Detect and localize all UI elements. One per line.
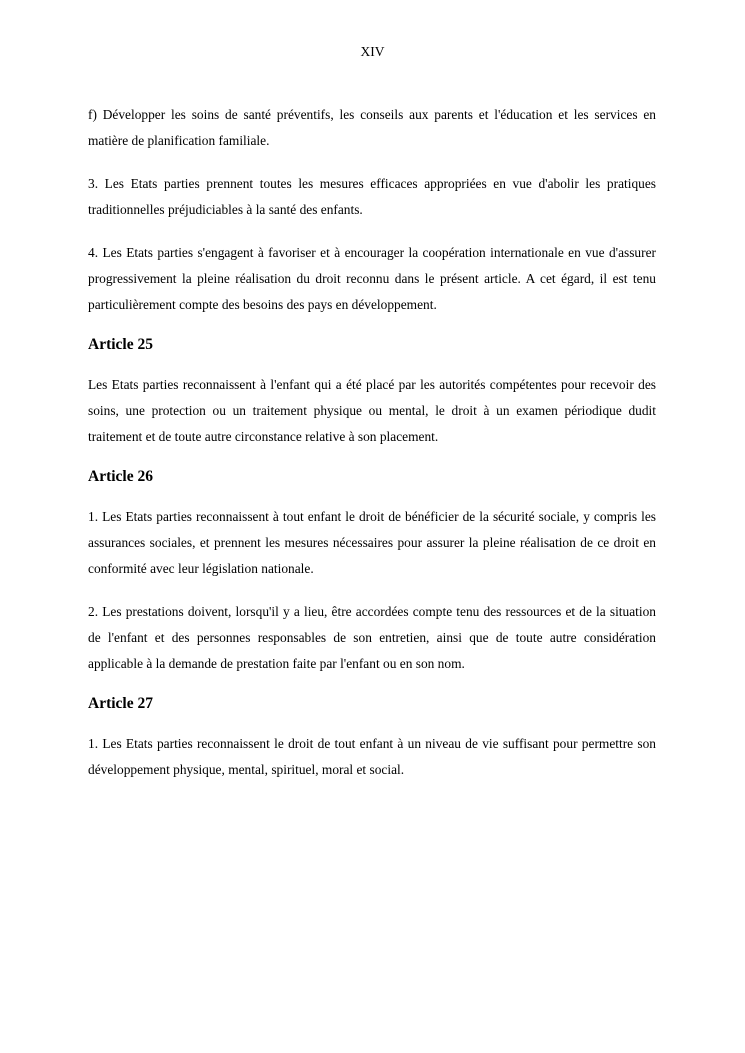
document-body: [88, 102, 656, 800]
article-26-heading: Article 26: [88, 468, 153, 485]
paragraph-26-1: 1. Les Etats parties reconnaissent à tout enfant le droit de bénéficier de la sécurité sociale, y compris les assurances sociales, et prennent les mesures nécessaires pour assurer la pleine réalisation de ce droit en conformité avec leur législation nationale.: [88, 509, 656, 576]
article-27-heading: Article 27: [88, 695, 153, 712]
paragraph-24-f: f) Développer les soins de santé préventifs, les conseils aux parents et l'éducation et les services en matière de planification familiale.: [88, 107, 656, 148]
paragraph-25-1: Les Etats parties reconnaissent à l'enfant qui a été placé par les autorités compétentes pour recevoir des soins, une protection ou un traitement physique ou mental, le droit à un examen périodique dudit traitement et de toute autre circonstance relative à son placement.: [88, 377, 656, 444]
paragraph-24-4: 4. Les Etats parties s'engagent à favoriser et à encourager la coopération internationale en vue d'assurer progressivement la pleine réalisation du droit reconnu dans le présent article. A cet égard, il est tenu particulièrement compte des besoins des pays en développement.: [88, 245, 656, 312]
article-25-heading: Article 25: [88, 336, 153, 353]
paragraph-24-3: 3. Les Etats parties prennent toutes les mesures efficaces appropriées en vue d'abolir les pratiques traditionnelles préjudiciables à la santé des enfants.: [88, 176, 656, 217]
paragraph-27-1: 1. Les Etats parties reconnaissent le droit de tout enfant à un niveau de vie suffisant pour permettre son développement physique, mental, spirituel, moral et social.: [88, 736, 656, 777]
page-number: XIV: [360, 44, 385, 59]
paragraph-26-2: 2. Les prestations doivent, lorsqu'il y a lieu, être accordées compte tenu des ressources et de la situation de l'enfant et des personnes responsables de son entretien, ainsi que de toute autre considération applicable à la demande de prestation faite par l'enfant ou en son nom.: [88, 604, 656, 671]
